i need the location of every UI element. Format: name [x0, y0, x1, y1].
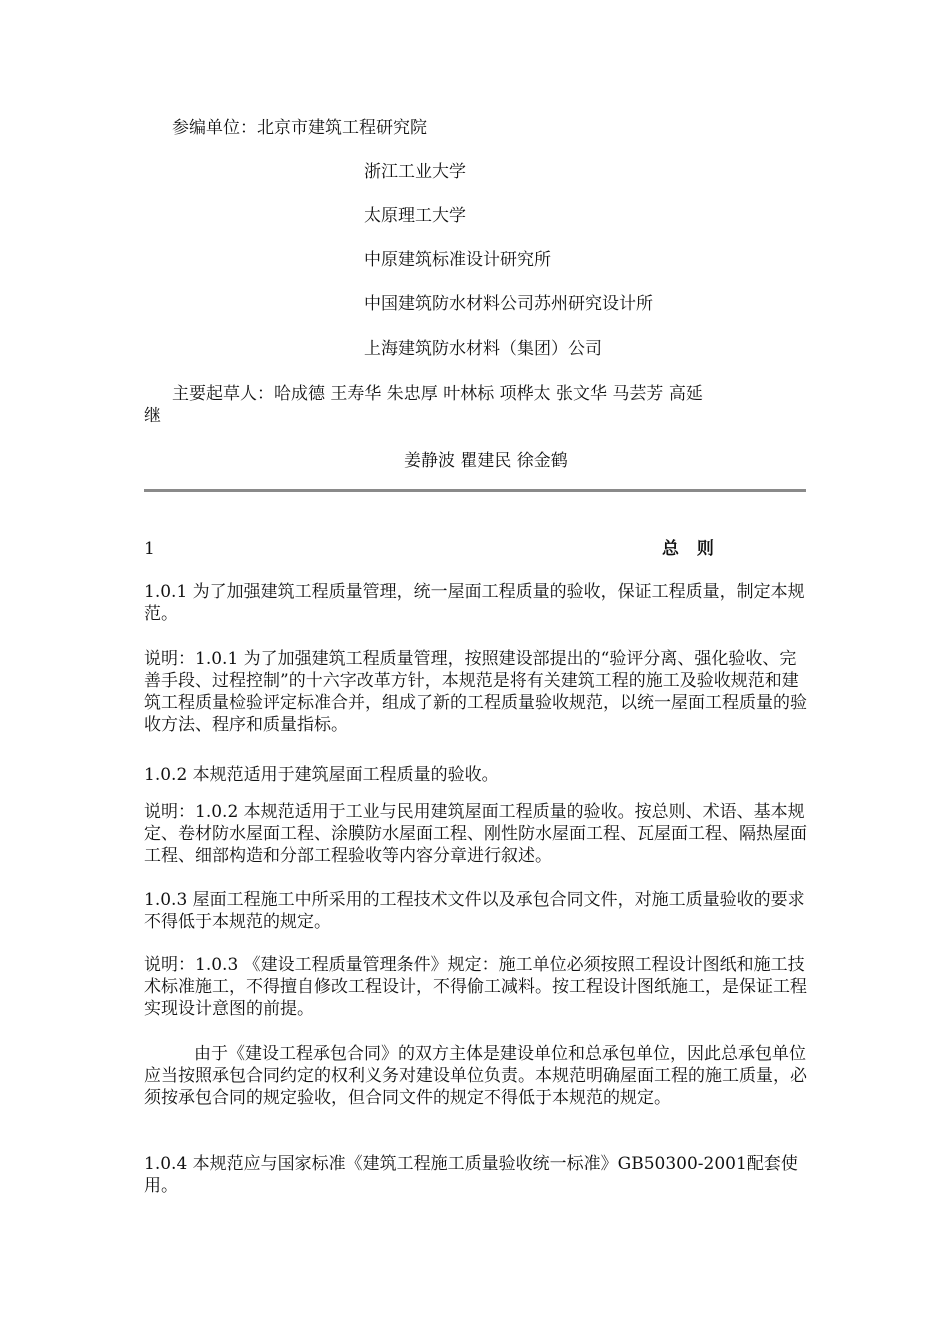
explanation-paragraph: 说明：1.0.2 本规范适用于工业与民用建筑屋面工程质量的验收。按总则、术语、基本规定、卷材防水屋面工程、涂膜防水屋面工程、刚性防水屋面工程、瓦屋面工程、隔热屋面工程、细部构造和分部工程验收等内容分章进行叙述。	[144, 802, 807, 866]
clause-paragraph: 1.0.1 为了加强建筑工程质量管理，统一屋面工程质量的验收，保证工程质量，制定本规范。	[144, 582, 805, 624]
clause-paragraph: 1.0.3 屋面工程施工中所采用的工程技术文件以及承包合同文件，对施工质量验收的要求不得低于本规范的规定。	[144, 890, 805, 932]
drafters-line-2: 姜静波 瞿建民 徐金鹤	[404, 451, 568, 471]
divider-rule	[144, 489, 806, 492]
participating-unit: 浙江工业大学	[364, 162, 466, 182]
clause-paragraph: 1.0.2 本规范适用于建筑屋面工程质量的验收。	[144, 765, 499, 785]
participating-unit: 中原建筑标准设计研究所	[364, 250, 551, 270]
participating-units-label: 参编单位：北京市建筑工程研究院	[172, 118, 427, 138]
participating-unit: 太原理工大学	[364, 206, 466, 226]
participating-unit: 中国建筑防水材料公司苏州研究设计所	[364, 294, 653, 314]
drafters-line-wrap: 继	[144, 406, 161, 426]
clause-paragraph: 1.0.4 本规范应与国家标准《建筑工程施工质量验收统一标准》GB50300-2001配套使用。	[144, 1154, 798, 1196]
drafters-line: 主要起草人：哈成德 王寿华 朱忠厚 叶林标 项桦太 张文华 马芸芳 高延	[172, 384, 703, 404]
participating-unit: 上海建筑防水材料（集团）公司	[364, 339, 602, 359]
explanation-paragraph: 说明：1.0.3 《建设工程质量管理条件》规定：施工单位必须按照工程设计图纸和施工技术标准施工，不得擅自修改工程设计，不得偷工减料。按工程设计图纸施工，是保证工程实现设计意图的前提。	[144, 955, 807, 1019]
chapter-title: 总 则	[662, 539, 720, 559]
explanation-paragraph: 说明：1.0.1 为了加强建筑工程质量管理，按照建设部提出的“验评分离、强化验收、完善手段、过程控制”的十六字改革方针，本规范是将有关建筑工程的施工及验收规范和建筑工程质量检验评定标准合并，组成了新的工程质量验收规范，以统一屋面工程质量的验收方法、程序和质量指标。	[144, 649, 807, 735]
chapter-number: 1	[144, 539, 155, 559]
explanation-paragraph: 由于《建设工程承包合同》的双方主体是建设单位和总承包单位，因此总承包单位应当按照承包合同约定的权利义务对建设单位负责。本规范明确屋面工程的施工质量，必须按承包合同的规定验收，但合同文件的规定不得低于本规范的规定。	[144, 1044, 807, 1108]
